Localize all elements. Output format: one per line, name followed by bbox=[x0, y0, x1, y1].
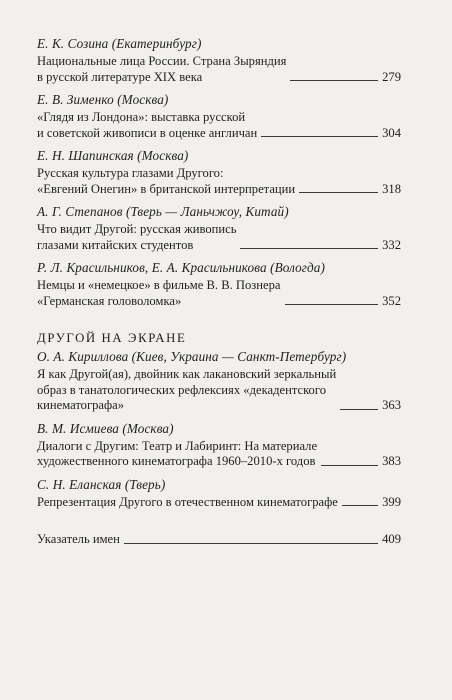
toc-entry bbox=[37, 260, 401, 309]
leader-line bbox=[261, 136, 378, 137]
entry-title bbox=[37, 367, 336, 414]
entry-title-line: Национальные лица России. Страна Зыряндия bbox=[37, 54, 287, 68]
toc-list bbox=[37, 36, 401, 309]
entry-title-line: и советской живописи в оценке англичан bbox=[37, 125, 258, 140]
entry-author: Р. Л. Красильников, Е. А. Красильникова (Вологда) bbox=[37, 260, 325, 275]
entry-title bbox=[37, 278, 281, 309]
toc-entry bbox=[37, 421, 401, 470]
toc-list bbox=[37, 349, 401, 510]
entry-author: В. М. Исмиева (Москва) bbox=[37, 420, 174, 436]
entry-title-line: Что видит Другой: русская живопись bbox=[37, 222, 237, 236]
entry-title bbox=[37, 166, 295, 197]
entry-page-number: 304 bbox=[382, 125, 401, 140]
entry-title-line: образ в танатологических рефлексиях «декадентского bbox=[37, 382, 326, 397]
entry-page-number: 279 bbox=[382, 69, 401, 84]
entry-title bbox=[37, 110, 257, 141]
leader-line bbox=[290, 80, 378, 81]
entry-title-line: в русской литературе XIX века bbox=[37, 69, 203, 84]
entry-title-row bbox=[37, 495, 401, 511]
entry-author: Е. В. Зименко (Москва) bbox=[37, 92, 169, 107]
entry-title-line: Русская культура глазами Другого: bbox=[37, 166, 224, 180]
entry-title-line: «Евгений Онегин» в британской интерпретации bbox=[37, 181, 296, 196]
entry-page-number: 332 bbox=[382, 237, 401, 252]
entry-title-line: кинематографа» bbox=[37, 398, 125, 412]
entry-title-line: Репрезентация Другого в отечественном кинематографе bbox=[37, 494, 338, 509]
toc-entry bbox=[37, 92, 401, 141]
leader-line bbox=[285, 304, 379, 305]
entry-title-line: «Глядя из Лондона»: выставка русской bbox=[37, 110, 246, 124]
entry-title bbox=[37, 54, 286, 85]
toc-entry bbox=[37, 477, 401, 511]
entry-title-line: Немцы и «немецкое» в фильме В. В. Познера bbox=[37, 278, 281, 292]
toc-entry bbox=[37, 148, 401, 197]
entry-title-row bbox=[37, 166, 401, 197]
entry-title-line: «Германская головоломка» bbox=[37, 293, 182, 308]
entry-title-row bbox=[37, 439, 401, 470]
table-of-contents bbox=[37, 36, 401, 548]
entry-author: С. Н. Еланская (Тверь) bbox=[37, 476, 166, 492]
leader-line bbox=[342, 505, 378, 506]
entry-title bbox=[37, 495, 338, 511]
entry-author: Е. Н. Шапинская (Москва) bbox=[37, 148, 189, 163]
leader-line bbox=[321, 465, 378, 466]
entry-title-line: Диалоги с Другим: Театр и Лабиринт: На материале bbox=[37, 438, 318, 453]
entry-page-number: 363 bbox=[382, 398, 401, 412]
entry-title-row bbox=[37, 278, 401, 309]
leader-line bbox=[340, 409, 378, 410]
index-page-number: 409 bbox=[382, 532, 401, 546]
entry-page-number: 352 bbox=[382, 293, 401, 308]
entry-author: Е. К. Созина (Екатеринбург) bbox=[37, 36, 202, 51]
leader-line bbox=[124, 543, 378, 544]
entry-title bbox=[37, 439, 317, 470]
entry-title-row bbox=[37, 54, 401, 85]
toc-entry bbox=[37, 204, 401, 253]
leader-line bbox=[240, 248, 378, 249]
entry-title-line: художественного кинематографа 1960–2010-х годов bbox=[37, 454, 316, 468]
entry-author: О. А. Кириллова (Киев, Украина — Санкт-Петербург) bbox=[37, 349, 347, 364]
index-entry bbox=[37, 532, 401, 548]
index-label: Указатель имен bbox=[37, 532, 120, 546]
entry-title bbox=[37, 222, 236, 253]
entry-title-row bbox=[37, 110, 401, 141]
toc-entry bbox=[37, 36, 401, 85]
entry-title-row bbox=[37, 222, 401, 253]
leader-line bbox=[299, 192, 378, 193]
section-heading: ДРУГОЙ НА ЭКРАНЕ bbox=[37, 331, 187, 345]
entry-title-line: Я как Другой(ая), двойник как лакановский зеркальный bbox=[37, 367, 337, 381]
entry-title-row bbox=[37, 367, 401, 414]
entry-page-number: 383 bbox=[382, 454, 401, 468]
entry-page-number: 318 bbox=[382, 181, 401, 196]
entry-title-line: глазами китайских студентов bbox=[37, 237, 194, 252]
entry-author: А. Г. Степанов (Тверь — Ланьчжоу, Китай) bbox=[37, 204, 289, 219]
toc-entry bbox=[37, 349, 401, 414]
entry-page-number: 399 bbox=[382, 494, 401, 509]
